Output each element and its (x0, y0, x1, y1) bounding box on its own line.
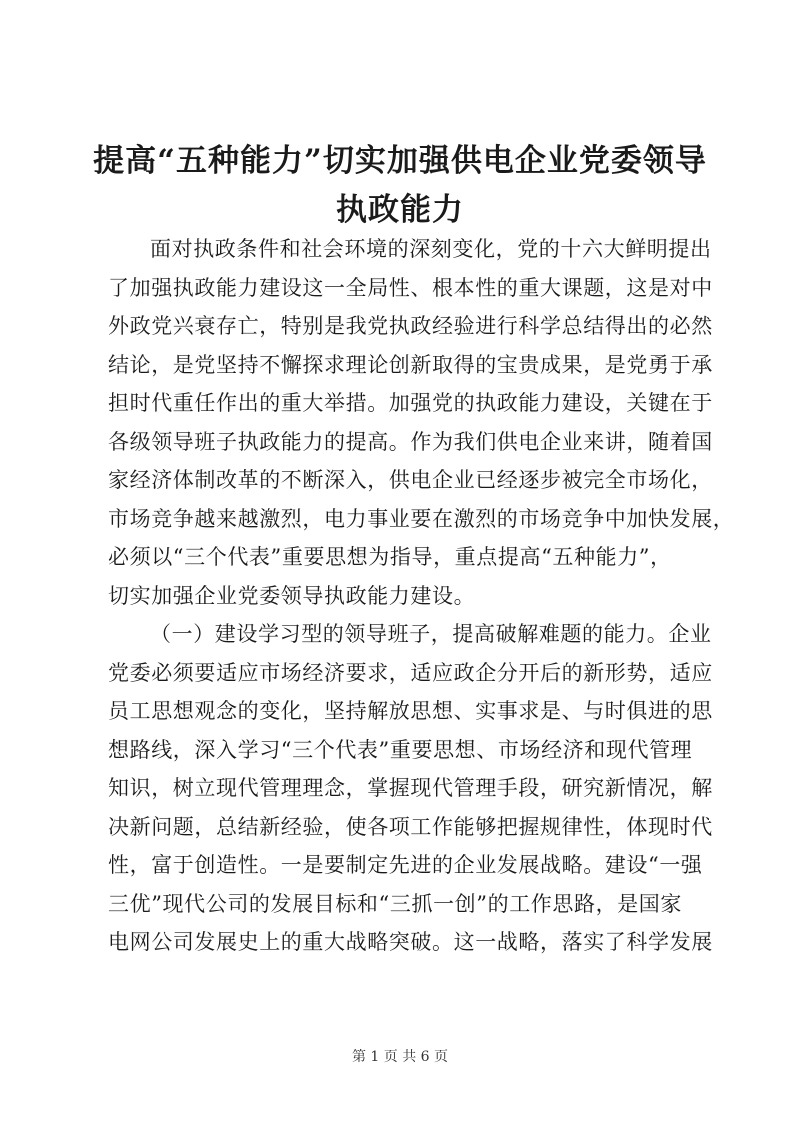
paragraph-line: 性，富于创造性。一是要制定先进的企业发展战略。建设“一强 (108, 853, 703, 877)
title-line-1: 提高“五种能力”切实加强供电企业党委领导 (93, 143, 707, 179)
page-number: 第 1 页 共 6 页 (351, 1049, 449, 1065)
paragraph-line: 外政党兴衰存亡，特别是我党执政经验进行科学总结得出的必然 (108, 314, 713, 338)
paragraph-line: 切实加强企业党委领导执政能力建设。 (108, 583, 476, 608)
paragraph-line: 电网公司发展史上的重大战略突破。这一战略，落实了科学发展 (108, 930, 713, 954)
paragraph-line: 三优”现代公司的发展目标和“三抓一创”的工作思路，是国家 (108, 891, 683, 916)
paragraph-line: 担时代重任作出的重大举措。加强党的执政能力建设，关键在于 (108, 391, 713, 415)
paragraph-line: 结论，是党坚持不懈探求理论创新取得的宝贵成果，是党勇于承 (108, 352, 713, 377)
paragraph-line: 市场竞争越来越激烈，电力事业要在激烈的市场竞争中加快发展， (108, 506, 735, 531)
paragraph-line: 面对执政条件和社会环境的深刻变化，党的十六大鲜明提出 (150, 237, 712, 261)
paragraph-line: 党委必须要适应市场经济要求，适应政企分开后的新形势，适应 (108, 660, 713, 685)
page-footer (0, 1046, 800, 1066)
paragraph-line: 家经济体制改革的不断深入，供电企业已经逐步被完全市场化， (108, 468, 713, 492)
document-body (108, 230, 735, 962)
paragraph-2 (108, 615, 713, 962)
paragraph-line: 知识，树立现代管理理念，掌握现代管理手段，研究新情况，解 (108, 776, 713, 800)
paragraph-line: （一）建设学习型的领导班子，提高破解难题的能力。企业 (150, 622, 712, 646)
paragraph-line: 了加强执政能力建设这一全局性、根本性的重大课题，这是对中 (108, 275, 713, 300)
title-line-2: 执政能力 (336, 192, 464, 228)
paragraph-1 (108, 230, 735, 615)
document-title (60, 137, 740, 235)
paragraph-line: 决新问题，总结新经验，使各项工作能够把握规律性，体现时代 (108, 814, 713, 839)
paragraph-line: 员工思想观念的变化，坚持解放思想、实事求是、与时俱进的思 (108, 699, 713, 723)
paragraph-line: 想路线，深入学习“三个代表”重要思想、市场经济和现代管理 (108, 737, 693, 762)
paragraph-line: 必须以“三个代表”重要思想为指导，重点提高“五种能力”， (108, 545, 672, 569)
paragraph-line: 各级领导班子执政能力的提高。作为我们供电企业来讲，随着国 (108, 429, 713, 454)
